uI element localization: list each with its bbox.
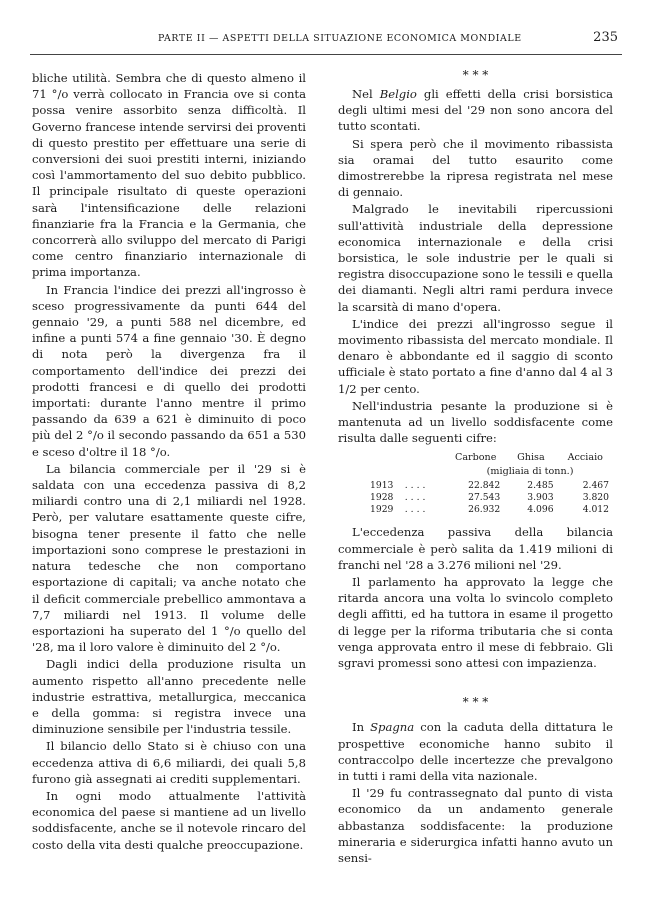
spagna-paragraph: Il '29 fu contrassegnato dal punto di vista economico da un andamento generale abbastanza soddisfacente: la produzione mineraria e siderurgica infatti hanno avuto un sensi- xyxy=(338,786,613,865)
table-cell: 27.543 xyxy=(468,492,501,504)
table-cell: 2.467 xyxy=(582,480,609,492)
section-separator: * * * xyxy=(462,695,489,710)
page-number: 235 xyxy=(593,30,618,45)
table-row xyxy=(346,504,613,516)
left-paragraph-production: Dagli indici della produzione risulta un aumento rispetto all'anno precedente nelle industrie estrattiva, metallurgica, meccanica e della gomma: si registra invece una diminuzione sensibile per l'industria tessile. xyxy=(32,657,306,737)
table-cell-year: 1913 xyxy=(370,480,394,492)
spagna-intro-paragraph xyxy=(338,719,613,784)
belgio-paragraph: Malgrado le inevitabili ripercussioni sull'attività industriale della depressione economica internazionale e della crisi borsistica, le sole industrie per le quali si registra disoccupazione sono le tessili e quella dei diamanti. Negli altri rami perdura invece la scarsità di mano d'opera. xyxy=(338,202,613,314)
country-name-belgio: Belgio xyxy=(379,87,417,101)
table-header-row xyxy=(346,452,613,466)
left-column xyxy=(32,70,306,854)
belgio-paragraph: Nell'industria pesante la produzione si è mantenuta ad un livello soddisfacente come risulta dalle seguenti cifre: xyxy=(338,398,613,446)
left-paragraph-continuation: bliche utilità. Sembra che di questo almeno il 71 °/o verrà collocato in Francia ove si conta possa venire assorbito senza difficoltà. Il Governo francese intende servirsi dei proventi di questo prestito per effettuare una serie di conversioni dei suoi prestiti interni, iniziando così l'ammortamento del suo debito pubblico. Il principale risultato di queste operazioni sarà l'intensificazione delle relazioni finanziarie fra la Francia e la Germania, che concorrerà allo sviluppo del mercato di Parigi come centro finanziario internazionale di prima importanza. xyxy=(32,71,306,280)
right-column xyxy=(338,70,613,867)
table-cell: 3.820 xyxy=(582,492,609,504)
belgio-intro-rest: gli effetti della crisi borsistica degli ultimi mesi del '29 non sono ancora del tutto scontati. xyxy=(338,87,613,134)
country-name-spagna: Spagna xyxy=(370,720,415,735)
table-cell: 26.932 xyxy=(468,504,501,516)
belgio-paragraph: L'eccedenza passiva della bilancia commerciale è però salita da 1.419 milioni di franchi nel '28 a 3.276 milioni nel '29. xyxy=(338,525,613,572)
table-leader: .... xyxy=(404,504,429,516)
table-cell-year: 1929 xyxy=(370,504,394,516)
belgio-paragraph: Il parlamento ha approvato la legge che ritarda ancora una volta lo svincolo completo degli affitti, ed ha tuttora in esame il progetto di legge per la riforma tributaria che si conta venga approvata entro il mese di febbraio. Gli sgravi promessi sono attesi con impazienza. xyxy=(338,575,613,671)
table-row xyxy=(346,480,613,492)
belgio-paragraph: L'indice dei prezzi all'ingrosso segue il movimento ribassista del mercato mondiale. Il denaro è abbondante ed il saggio di sconto ufficiale è stato portato a fine d'anno dal 4 al 3 1/2 per cento. xyxy=(338,316,613,396)
left-paragraph-economic-activity: In ogni modo attualmente l'attività economica del paese si mantiene ad un livello soddisfacente, anche se il notevole rincaro del costo della vita desti qualche preoccupazione. xyxy=(32,788,306,852)
table-cell: 2.485 xyxy=(527,480,554,492)
section-separator: * * * xyxy=(462,68,489,82)
spagna-intro-rest: con la caduta della dittatura le prospettive economiche hanno subito il contraccolpo delle incertezze che prevalgono in tutti i rami della vita nazionale. xyxy=(338,720,613,783)
table-leader: .... xyxy=(404,492,429,504)
table-leader: .... xyxy=(404,480,429,492)
belgio-intro-paragraph xyxy=(338,86,613,135)
left-paragraph-state-budget: Il bilancio dello Stato si è chiuso con una eccedenza attiva di 6,6 miliardi, dei quali 5,8 furono già assegnati ai crediti supplementari. xyxy=(32,739,306,786)
column-header: Carbone xyxy=(454,452,497,464)
belgio-paragraph: Si spera però che il movimento ribassista sia oramai del tutto esaurito come dimostrerebbe la ripresa registrata nel mese di gennaio. xyxy=(338,136,613,200)
spagna-intro-prefix: In xyxy=(352,720,371,735)
running-header xyxy=(30,30,620,50)
left-paragraph-trade-balance: La bilancia commerciale per il '29 si è saldata con una eccedenza passiva di 8,2 miliardi contro una di 2,1 miliardi nel 1928. Però, per valutare esattamente queste cifre, bisogna tener presente il fatto che nelle importazioni sono comprese le prestazioni in natura tedesche che non comportano esportazione di capitali; va anche notato che il deficit commerciale prebellico ammontava a 7,7 miliardi nel 1913. Il volume delle esportazioni ha superato del 1 °/o quello del '28, ma il loro valore è diminuito del 2 °/o. xyxy=(32,461,306,655)
table-cell: 3.903 xyxy=(527,492,554,504)
table-unit: (migliaia di tonn.) xyxy=(486,466,574,478)
column-header: Ghisa xyxy=(517,452,545,464)
table-row xyxy=(346,492,613,504)
table-cell: 4.096 xyxy=(527,504,554,516)
header-rule xyxy=(30,54,622,55)
table-cell: 22.842 xyxy=(468,480,501,492)
running-header-title: PARTE II — ASPETTI DELLA SITUAZIONE ECONOMICA MONDIALE xyxy=(158,33,522,44)
column-header: Acciaio xyxy=(567,452,603,464)
production-table xyxy=(346,452,613,516)
belgio-intro-prefix: Nel xyxy=(352,87,380,101)
table-cell: 4.012 xyxy=(582,504,609,516)
left-paragraph-france-prices: In Francia l'indice dei prezzi all'ingrosso è sceso progressivamente da punti 644 del gennaio '29, a punti 588 nel dicembre, ed infine a punti 574 a fine gennaio '30. È degno di nota però la divergenza fra il comportamento dell'indice dei prezzi dei prodotti francesi e di quello dei prodotti importati: durante l'anno mentre il primo passando da 639 a 621 è diminuito di poco più del 2 °/o il secondo passando da 651 a 530 e sceso d'oltre il 18 °/o. xyxy=(32,282,306,459)
table-cell-year: 1928 xyxy=(370,492,394,504)
table-unit-row xyxy=(346,466,613,480)
